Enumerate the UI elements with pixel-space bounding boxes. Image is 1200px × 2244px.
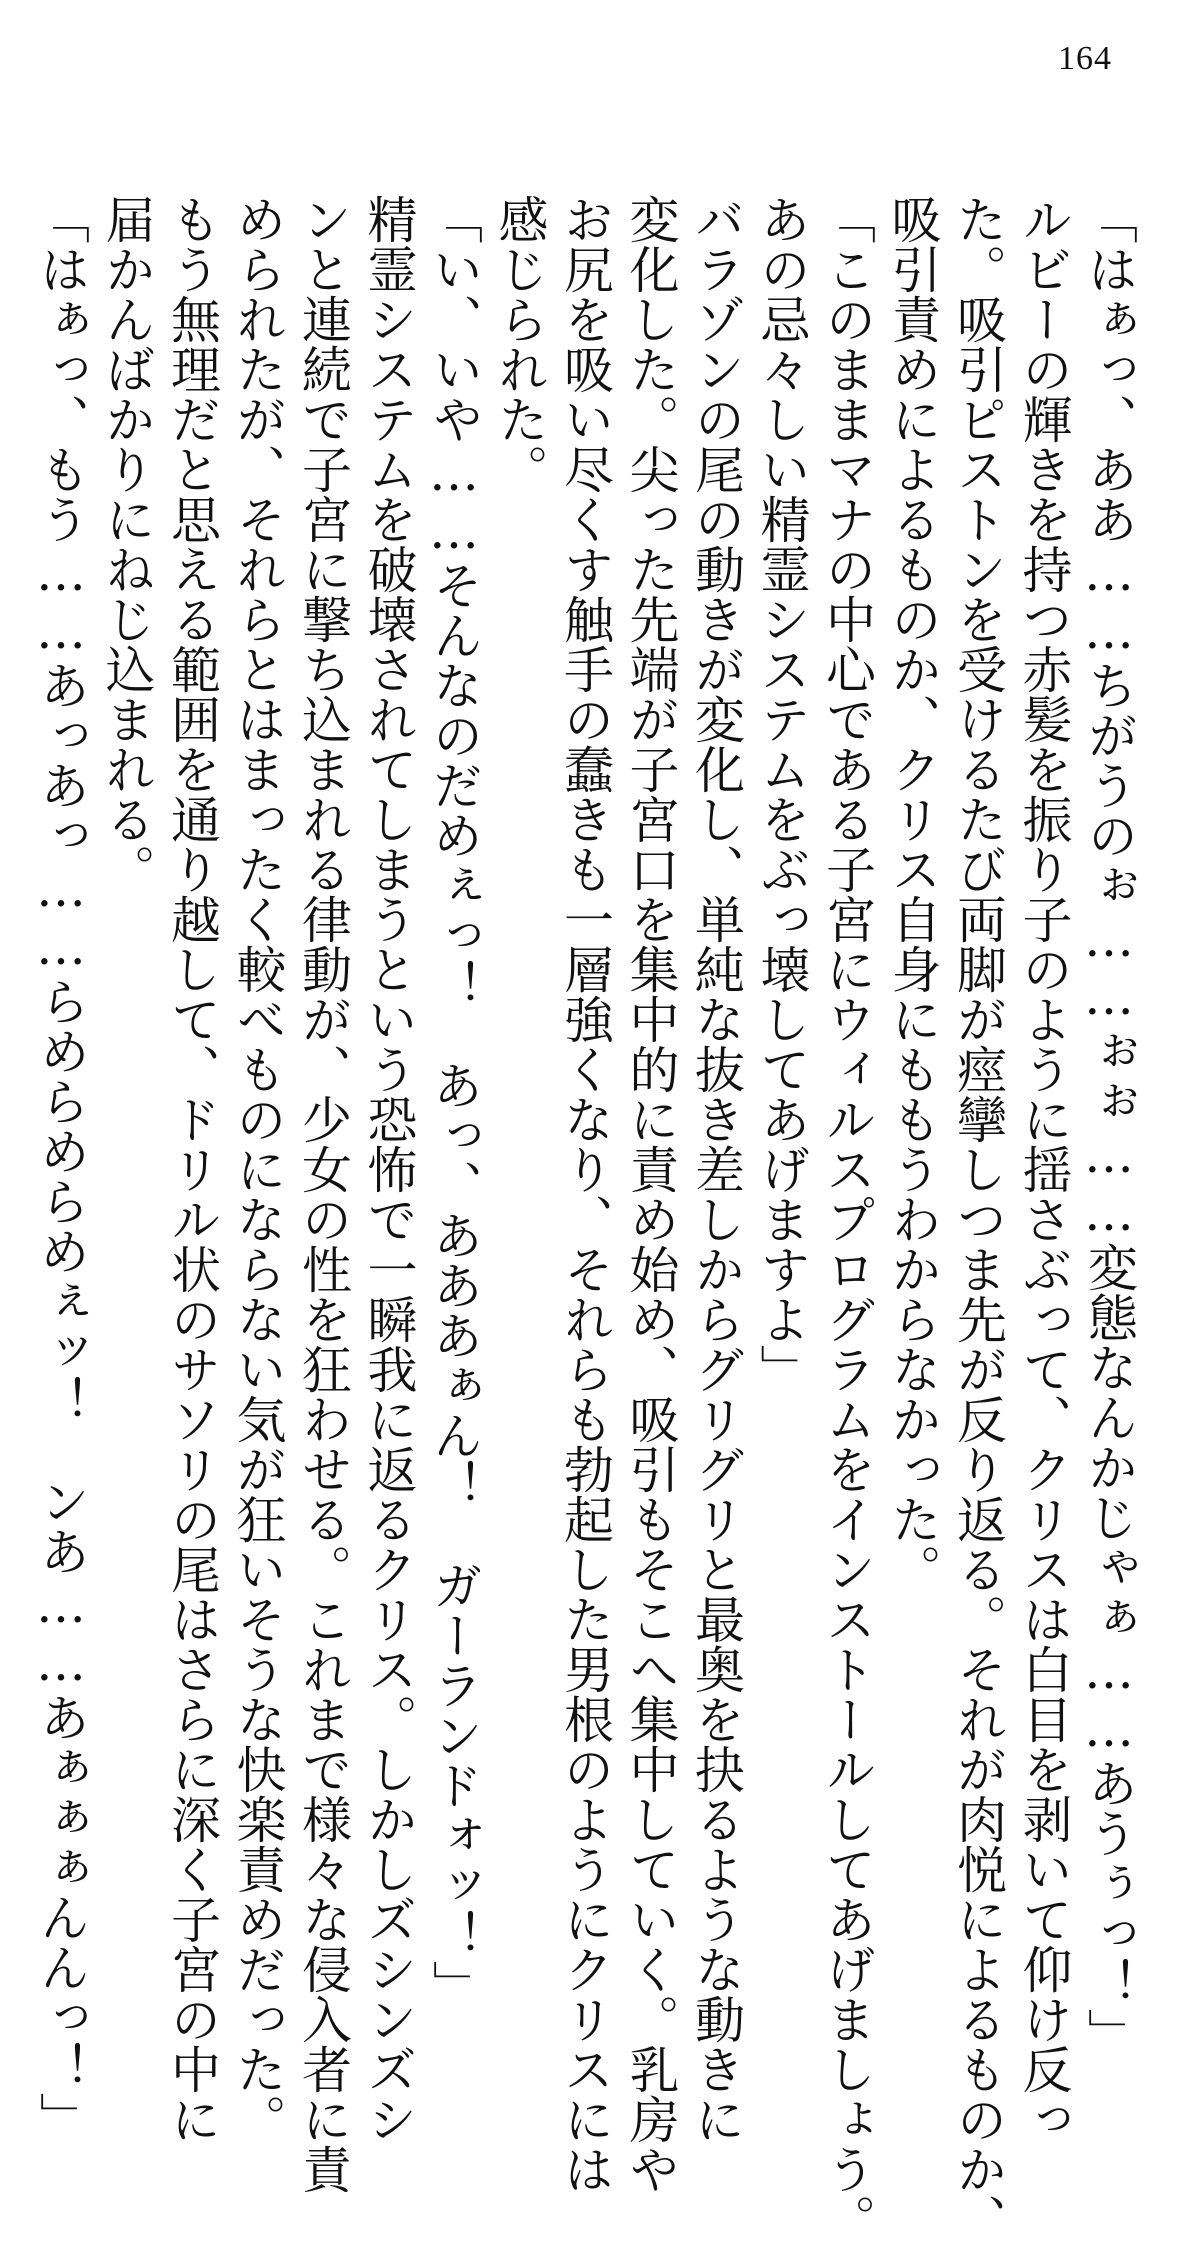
- text-line: お尻を吸い尽くす触手の蠢きも一層強くなり、それらも勃起した男根のようにクリスには: [556, 194, 614, 2194]
- text-line: もう無理だと思える範囲を通り越して、ドリル状のサソリの尾はさらに深く子宮の中に: [163, 194, 221, 2144]
- text-line: ルビーの輝きを持つ赤髪を振り子のように揺さぶって、クリスは白目を剥いて仰け反っ: [1014, 194, 1073, 2144]
- text-line: 「い、いや……そんなのだめぇっ！ あっ、あああぁん！ ガーランドォッ！」: [425, 194, 483, 2010]
- text-line: 精霊システムを破壊されてしまうという恐怖で一瞬我に返るクリス。しかしズシンズシ: [359, 194, 418, 2144]
- text-line: 感じられた。: [490, 194, 549, 494]
- text-line: 変化した。尖った先端が子宮口を集中的に責め始め、吸引もそこへ集中していく。乳房や: [621, 194, 680, 2194]
- text-line: 吸引責めによるものか、クリス自身にももうわからなかった。: [883, 194, 942, 1594]
- text-line: 「はぁっ、ああ……ちがうのぉ……ぉぉ……変態なんかじゃぁ……あうぅっ！」: [1080, 194, 1138, 2058]
- text-line: あの忌々しい精霊システムをぶっ壊してあげますよ」: [752, 194, 811, 1394]
- text-line: ンと連続で子宮に撃ち込まれる律動が、少女の性を狂わせる。これまで様々な侵入者に責: [294, 194, 352, 2194]
- text-line: められたが、それらとはまったく較べものにならない気が狂いそうな快楽責めだった。: [228, 194, 287, 2144]
- vertical-text-block: [32, 194, 1138, 2244]
- page-number: 164: [1058, 40, 1112, 77]
- text-line: バラゾンの尾の動きが変化し、単純な抜き差しからグリグリと最奥を抉るような動きに: [687, 194, 745, 2144]
- text-line: た。吸引ピストンを受けるたび両脚が痙攣しつま先が反り返る。それが肉悦によるものか、: [949, 194, 1007, 2244]
- text-line: 「はぁっ、もう……あっあっ……らめらめらめぇッ！ ンあ……あぁぁぁんんっ！」: [32, 194, 90, 2142]
- text-line: 届かんばかりにねじ込まれる。: [97, 194, 156, 894]
- text-line: 「このままマナの中心である子宮にウィルスプログラムをインストールしてあげましょう。: [818, 194, 876, 2244]
